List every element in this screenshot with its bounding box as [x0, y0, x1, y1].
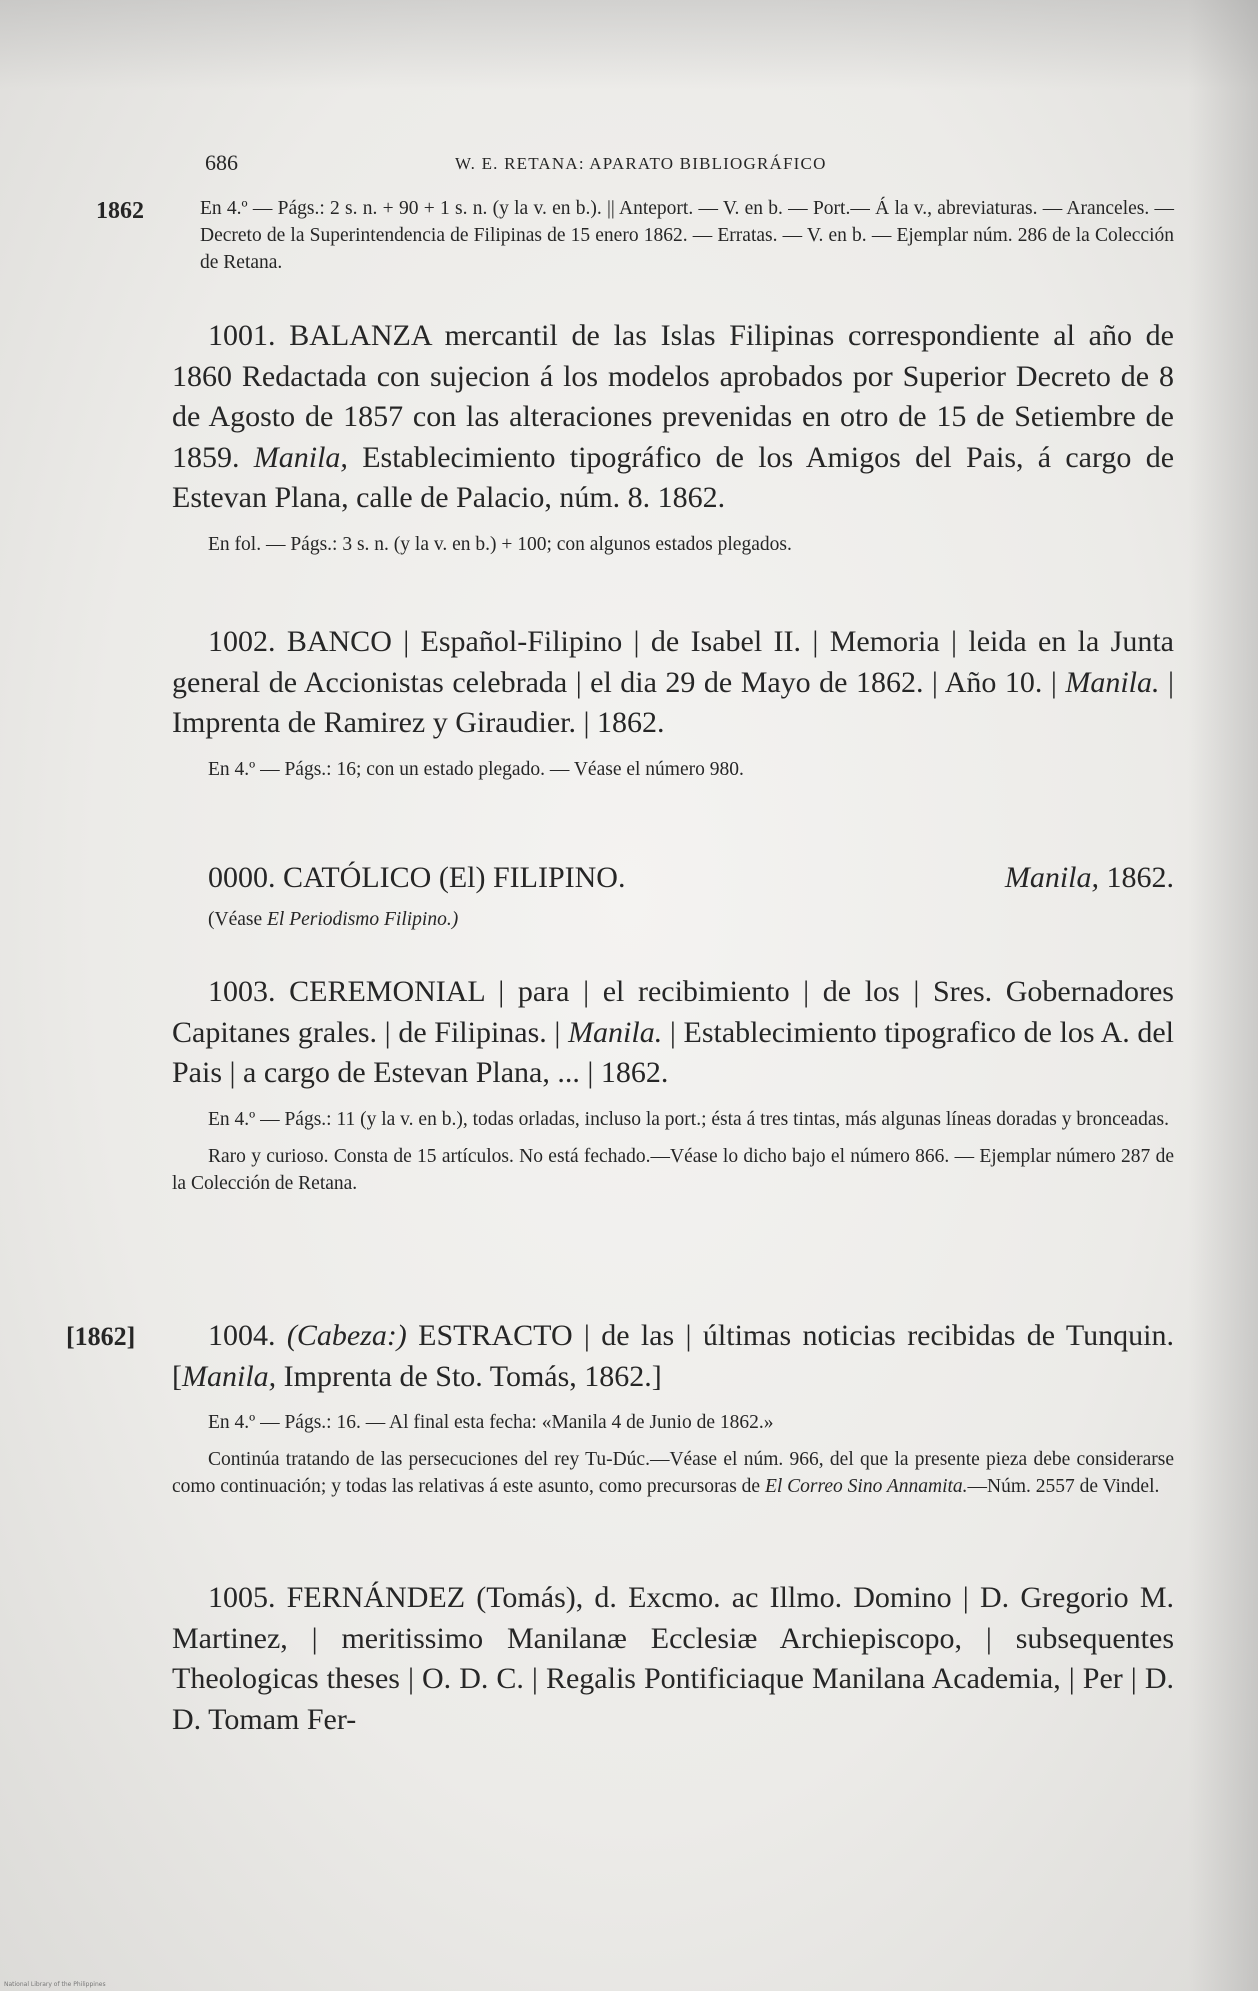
- margin-year: 1862: [96, 198, 144, 224]
- page-header: [205, 150, 1185, 184]
- entry-1002-main: 1002. BANCO | Español-Filipino | de Isabel II. | Memoria | leida en la Junta general de Accionistas celebrada | el dia 29 de Mayo de 1862. | Año 10. | Manila. | Imprenta de Ramirez y Giraudier. | 1862.: [172, 625, 1175, 739]
- entry-1003-main: 1003. CEREMONIAL | para | el recibimiento | de los | Sres. Gobernadores Capitanes grales. | de Filipinas. | Manila. | Establecimiento tipografico de los A. del Pais | a cargo de Estevan Plana, ... | 1862.: [172, 975, 1175, 1089]
- prev-note-text: En 4.º — Págs.: 2 s. n. + 90 + 1 s. n. (y la v. en b.). || Anteport. — V. en b. — Port.— Á la v., abreviaturas. — Aranceles. — Decreto de la Superintendencia de Filipinas de 15 enero 1862. — Erratas. — V. en b. — Ejemplar núm. 286 de la Colección de Retana.: [200, 198, 1174, 273]
- entry-1002-note: En 4.º — Págs.: 16; con un estado plegado. — Véase el número 980.: [208, 758, 744, 780]
- entry-0000-note: (Véase El Periodismo Filipino.): [208, 909, 459, 930]
- running-title: W. E. RETANA: APARATO BIBLIOGRÁFICO: [455, 154, 827, 173]
- page-number: 686: [205, 150, 238, 175]
- entry-1003-note1: En 4.º — Págs.: 11 (y la v. en b.), todas orladas, incluso la port.; ésta á tres tintas, más algunas líneas doradas y bronceadas.: [208, 1108, 1169, 1130]
- entry-1004: [172, 1316, 1174, 1500]
- entry-0000-line: [172, 858, 1174, 898]
- scan-shadow-right: [1188, 0, 1258, 1991]
- entry-0000-imprint: Manila, 1862.: [1004, 861, 1174, 894]
- entry-1005-main: 1005. FERNÁNDEZ (Tomás), d. Excmo. ac Illmo. Domino | D. Gregorio M. Martinez, | meritissimo Manilanæ Ecclesiæ Archiepiscopo, | subsequentes Theologicas theses | O. D. C. | Regalis Pontificiaque Manilana Academia, | Per | D. D. Tomam Fer-: [172, 1581, 1174, 1736]
- entry-1004-main: 1004. (Cabeza:) ESTRACTO | de las | últimas noticias recibidas de Tunquin. [Manila, Imprenta de Sto. Tomás, 1862.]: [172, 1319, 1175, 1393]
- entry-0000-title: 0000. CATÓLICO (El) FILIPINO.: [208, 861, 626, 894]
- entry-1005: [172, 1578, 1174, 1740]
- entry-1001: [172, 316, 1174, 558]
- entry-0000: [172, 858, 1174, 933]
- entry-1003-note2: Raro y curioso. Consta de 15 artículos. No está fechado.—Véase lo dicho bajo el número 866. — Ejemplar número 287 de la Colección de Retana.: [172, 1145, 1174, 1194]
- entry-prev-note: [200, 195, 1174, 276]
- entry-1004-note2: Continúa tratando de las persecuciones del rey Tu-Dúc.—Véase el núm. 966, del que la presente pieza debe considerarse como continuación; y todas las relativas á este asunto, como precursoras de El Correo Sino Annamita.—Núm. 2557 de Vindel.: [172, 1449, 1174, 1497]
- entry-1001-note: En fol. — Págs.: 3 s. n. (y la v. en b.) + 100; con algunos estados plegados.: [208, 533, 792, 555]
- entry-1001-main: 1001. BALANZA mercantil de las Islas Filipinas correspondiente al año de 1860 Redactada con sujecion á los modelos aprobados por Superior Decreto de 8 de Agosto de 1857 con las alteraciones prevenidas en otro de 15 de Setiembre de 1859. Manila, Establecimiento tipográfico de los Amigos del Pais, á cargo de Estevan Plana, calle de Palacio, núm. 8. 1862.: [172, 319, 1175, 514]
- scan-shadow-top: [0, 0, 1258, 90]
- entry-1004-note1: En 4.º — Págs.: 16. — Al final esta fecha: «Manila 4 de Junio de 1862.»: [208, 1412, 774, 1433]
- entry-1002: [172, 622, 1174, 783]
- margin-year-bracketed: [1862]: [66, 1322, 136, 1351]
- scan-footer: National Library of the Philippines: [4, 1981, 106, 1988]
- entry-1003: [172, 972, 1174, 1197]
